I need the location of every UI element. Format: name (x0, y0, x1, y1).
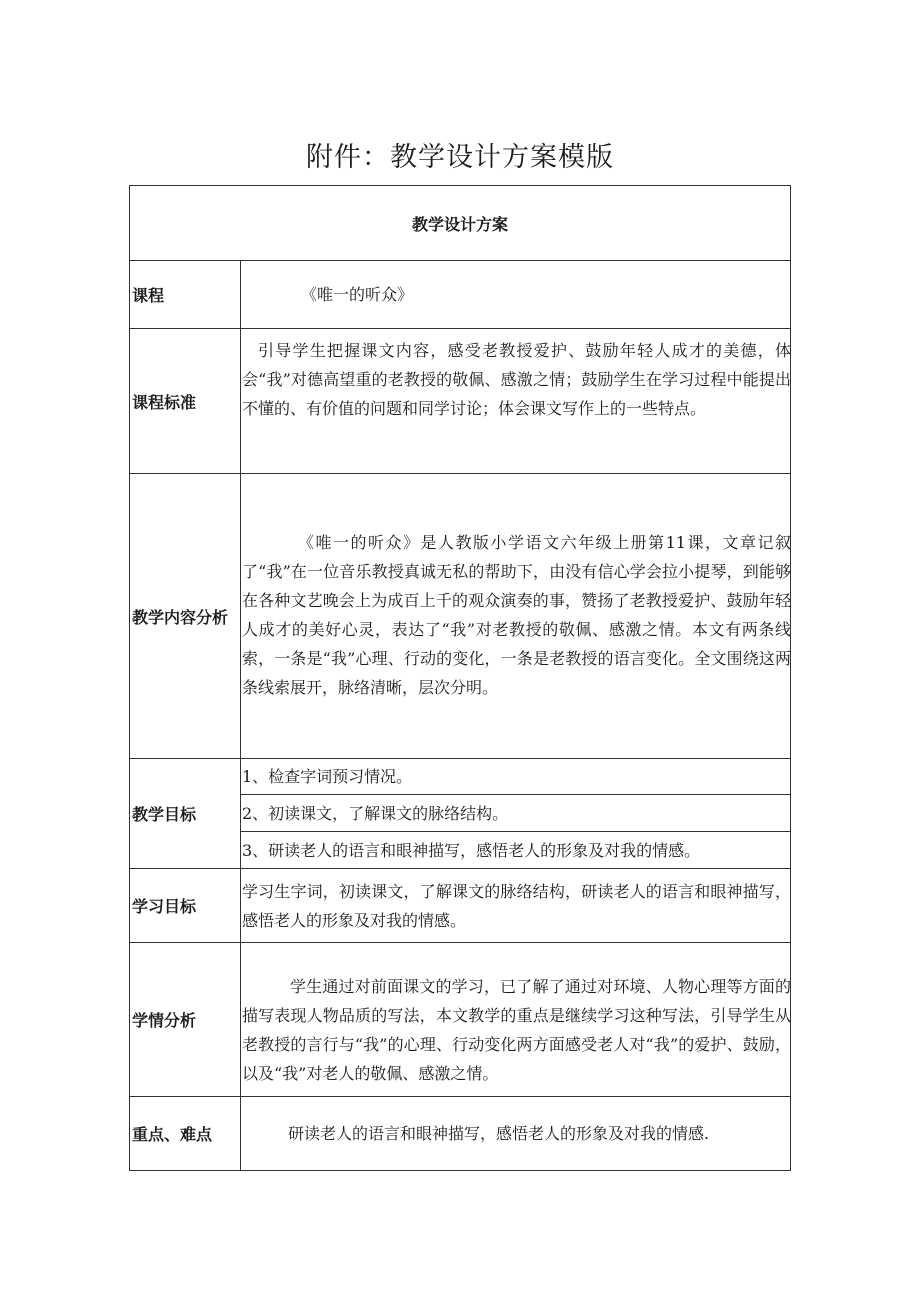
learning-goals-text: 学习生字词，初读课文，了解课文的脉络结构，研读老人的语言和眼神描写，感悟老人的形象及对我的情感。 (242, 882, 791, 930)
teaching-goal-item (242, 795, 791, 831)
learner-analysis-label: 学情分析 (132, 1011, 197, 1030)
page-title: 附件：教学设计方案模版 (306, 142, 614, 173)
learner-analysis-text: 学生通过对前面课文的学习，已了解了通过对环境、人物心理等方面的描写表现人物品质的写法，本文教学的重点是继续学习这种写法，引导学生从老教授的言行与“我”的心理、行动变化两方面感受老人对“我”的爱护、鼓励，以及“我”对老人的敬佩、感激之情。 (242, 977, 791, 1083)
learning-goals-value (242, 877, 791, 942)
key-points-value (242, 1097, 791, 1170)
learning-goals-label: 学习目标 (132, 897, 197, 916)
table-header: 教学设计方案 (411, 214, 508, 234)
key-points-label: 重点、难点 (132, 1125, 213, 1144)
course-value (242, 261, 791, 328)
content-analysis-text: 《唯一的听众》是人教版小学语文六年级上册第11课，文章记叙了“我”在一位音乐教授真诚无私的帮助下，由没有信心学会拉小提琴，到能够在各种文艺晚会上为成百上千的观众演奏的事，赞扬了老教授爱护、鼓励年轻人成才的美好心灵，表达了“我”对老教授的敬佩、感激之情。本文有两条线索，一条是“我”心理、行动的变化，一条是老教授的语言变化。全文围绕这两条线索展开，脉络清晰，层次分明。 (242, 533, 791, 697)
course-title: 《唯一的听众》 (301, 285, 414, 304)
content-analysis-label: 教学内容分析 (132, 607, 229, 627)
standard-text: 引导学生把握课文内容，感受老教授爱护、鼓励年轻人成才的美德，体会“我”对德高望重的老教授的敬佩、感激之情；鼓励学生在学习过程中能提出不懂的、有价值的问题和同学讨论；体会课文写作上的一些特点。 (242, 341, 791, 418)
key-points-text: 研读老人的语言和眼神描写，感悟老人的形象及对我的情感. (288, 1124, 710, 1143)
content-analysis-value (242, 528, 791, 758)
teaching-goal-item (242, 759, 791, 794)
course-label: 课程 (132, 286, 165, 305)
teaching-goals-label: 教学目标 (132, 805, 197, 824)
column-divider (240, 260, 241, 1170)
learner-analysis-value (242, 972, 791, 1096)
lesson-plan-table (129, 185, 791, 1171)
teaching-goal-2: 2、初读课文，了解课文的脉络结构。 (242, 803, 509, 823)
standard-value (242, 336, 791, 473)
teaching-goal-1: 1、检查字词预习情况。 (242, 767, 413, 786)
teaching-goal-item (242, 832, 791, 868)
teaching-goal-3: 3、研读老人的语言和眼神描写，感悟老人的形象及对我的情感。 (242, 840, 701, 860)
standard-label: 课程标准 (132, 392, 197, 412)
